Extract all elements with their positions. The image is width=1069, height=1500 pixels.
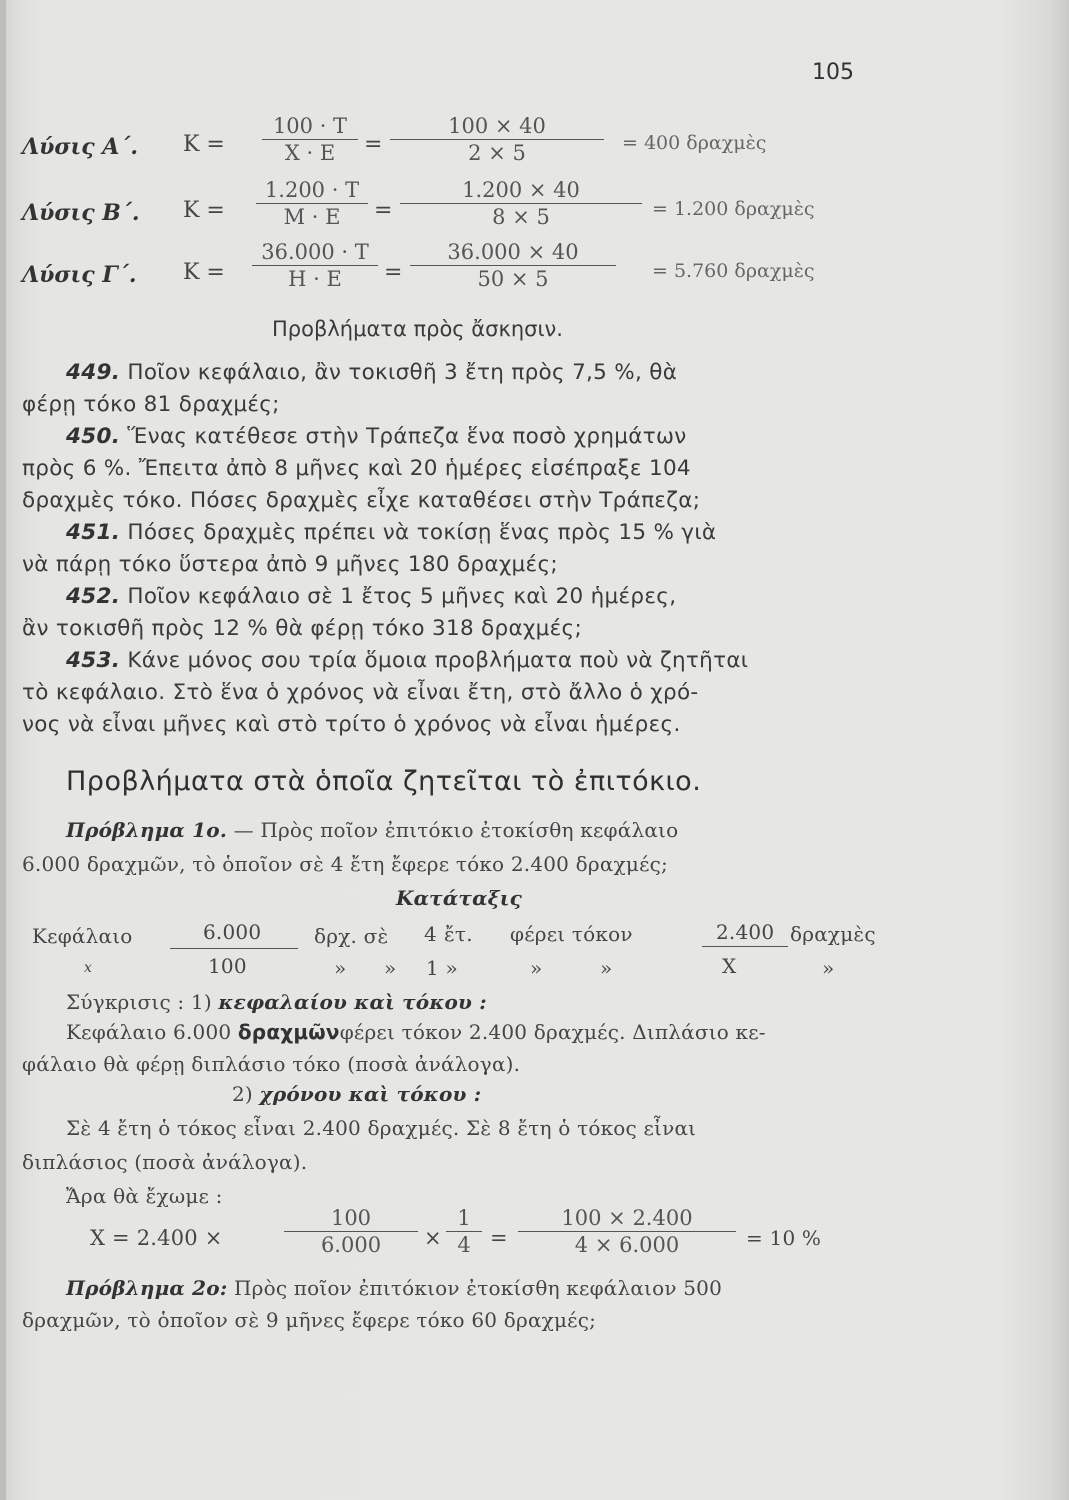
problem-2-line-1: Πρόβλημα 2ο: Πρὸς ποῖον ἐπιτόκιον ἐτοκίσθη κεφάλαιον 500 [66,1276,723,1300]
solution-b-fraction-2: $\frac{1.200 \times 40}{8 \times 5}$ [400,178,642,229]
solution-b-var: K = [183,198,225,223]
arrangement-row1-unit: δρχ. σὲ [314,924,389,948]
solution-b-fraction-1: $\frac{1.200 \cdot T}{M \cdot E}$ [256,178,368,229]
solution-a-label: Λύσις Α΄. [22,134,138,160]
equation-fraction-2: $\frac{1}{4}$ [446,1206,482,1257]
solution-c-label: Λύσις Γ΄. [22,262,137,288]
comparison-2-heading: 2) χρόνου καὶ τόκου : [232,1082,482,1106]
section-heading: Προβλήματα στὰ ὁποῖα ζητεῖται τὸ ἐπιτόκιο. [66,766,702,797]
arrangement-row2-time: 1 » [426,956,458,980]
equation-equals: = [490,1226,508,1250]
arrangement-row2-rate: 100 [208,954,247,978]
exercise-450-line-2: πρὸς 6 %. Ἔπειτα ἀπὸ 8 μῆνες καὶ 20 ἡμέρες εἰσέπραξε 104 [22,456,691,481]
arrangement-row1-time-unit: ἔτ. [444,922,473,946]
page-number: 105 [812,60,854,85]
arrangement-row1-capital: 6.000 [203,920,262,944]
comparison-2-line-1: Σὲ 4 ἔτη ὁ τόκος εἶναι 2.400 δραχμές. Σὲ 8 ἔτη ὁ τόκος εἶναι [66,1116,697,1140]
therefore-line: Ἄρα θὰ ἔχωμε : [66,1184,223,1208]
comparison-1-line-2: φάλαιο θὰ φέρῃ διπλάσιο τόκο (ποσὰ ἀνάλογα). [22,1052,521,1076]
exercise-453-line-3: νος νὰ εἶναι μῆνες καὶ στὸ τρίτο ὁ χρόνος νὰ εἶναι ἡμέρες. [22,712,681,737]
solution-a-fraction-1: $\frac{100 \cdot T}{X \cdot E}$ [262,114,358,165]
arrangement-row2-var: x [84,960,93,976]
arrangement-row2-ditto-3: » [530,956,543,980]
arrangement-row2-unknown: X [722,954,737,978]
solution-a-fraction-2: $\frac{100 \times 40}{2 \times 5}$ [390,114,604,165]
comparison-1-heading: Σύγκρισις : 1) κεφαλαίου καὶ τόκου : [66,990,487,1014]
exercise-449-line-2: φέρῃ τόκο 81 δραχμές; [22,392,280,417]
exercise-453-line-1: 453. Κάνε μόνος σου τρία ὅμοια προβλήματα ποὺ νὰ ζητῆται [66,648,749,673]
equation-fraction-3: $\frac{100 \times 2.400}{4 \times 6.000}$ [518,1206,736,1257]
exercise-450-line-1: 450. Ἕνας κατέθεσε στὴν Τράπεζα ἕνα ποσὸ χρημάτων [66,424,687,449]
solution-c-fraction-1: $\frac{36.000 \cdot T}{H \cdot E}$ [252,240,378,291]
arrangement-divider-2 [702,946,788,947]
solution-b-label: Λύσις Β΄. [22,200,140,226]
exercise-451-line-1: 451. Πόσες δραχμὲς πρέπει νὰ τοκίσῃ ἕνας πρὸς 15 % γιὰ [66,520,717,545]
solution-c-var: K = [183,260,225,285]
exercise-452-line-1: 452. Ποῖον κεφάλαιο σὲ 1 ἔτος 5 μῆνες καὶ 20 ἡμέρες, [66,584,677,609]
arrangement-row1-interest: 2.400 [716,920,775,944]
solution-b-equals: = [374,198,393,223]
arrangement-row1-unit2: δραχμὲς [790,922,876,946]
arrangement-row2-ditto-2: » [384,956,397,980]
exercises-heading: Προβλήματα πρὸς ἄσκησιν. [272,317,563,341]
arrangement-divider-1 [170,948,298,949]
exercise-451-line-2: νὰ πάρῃ τόκο ὕστερα ἀπὸ 9 μῆνες 180 δραχμές; [22,552,558,577]
arrangement-row2-ditto-1: » [334,956,347,980]
equation-fraction-1: $\frac{100}{6.000}$ [284,1206,418,1257]
solution-c-fraction-2: $\frac{36.000 \times 40}{50 \times 5}$ [410,240,616,291]
equation-result: = 10 % [746,1226,822,1250]
solution-a-var: K = [183,132,225,157]
arrangement-title: Κατάταξις [396,886,522,910]
comparison-2-line-2: διπλάσιος (ποσὰ ἀνάλογα). [22,1150,308,1174]
equation-lhs: X = 2.400 × [90,1226,223,1250]
exercise-452-line-2: ἂν τοκισθῆ πρὸς 12 % θὰ φέρῃ τόκο 318 δραχμές; [22,616,583,641]
solution-a-result: = 400 δραχμὲς [622,132,767,154]
page-binding-edge [0,0,6,1500]
equation-times: × [424,1226,442,1250]
problem-1-line-2: 6.000 δραχμῶν, τὸ ὁποῖον σὲ 4 ἔτη ἔφερε τόκο 2.400 δραχμές; [22,852,668,876]
exercise-450-line-3: δραχμὲς τόκο. Πόσες δραχμὲς εἶχε καταθέσει στὴν Τράπεζα; [22,488,701,513]
problem-1-line-1: Πρόβλημα 1ο. — Πρὸς ποῖον ἐπιτόκιο ἐτοκίσθη κεφάλαιο [66,818,679,842]
exercise-449-line-1: 449. Ποῖον κεφάλαιο, ἂν τοκισθῆ 3 ἔτη πρὸς 7,5 %, θὰ [66,360,678,385]
arrangement-row1-verb: φέρει τόκον [510,922,633,946]
solution-c-result: = 5.760 δραχμὲς [652,260,815,282]
arrangement-row1-label: Κεφάλαιο [32,924,133,948]
problem-2-line-2: δραχμῶν, τὸ ὁποῖον σὲ 9 μῆνες ἔφερε τόκο 60 δραχμές; [22,1308,597,1332]
comparison-1-line-1: Κεφάλαιο 6.000 δραχμῶνφέρει τόκον 2.400 δραχμές. Διπλάσιο κε- [66,1020,766,1044]
exercise-453-line-2: τὸ κεφάλαιο. Στὸ ἕνα ὁ χρόνος νὰ εἶναι ἔτη, στὸ ἄλλο ὁ χρό- [22,680,699,705]
arrangement-row2-ditto-4: » [600,956,613,980]
solution-a-equals: = [364,132,383,157]
solution-b-result: = 1.200 δραχμὲς [652,198,815,220]
arrangement-row1-time: 4 [424,922,437,946]
solution-c-equals: = [384,260,403,285]
arrangement-row2-ditto-5: » [822,956,835,980]
